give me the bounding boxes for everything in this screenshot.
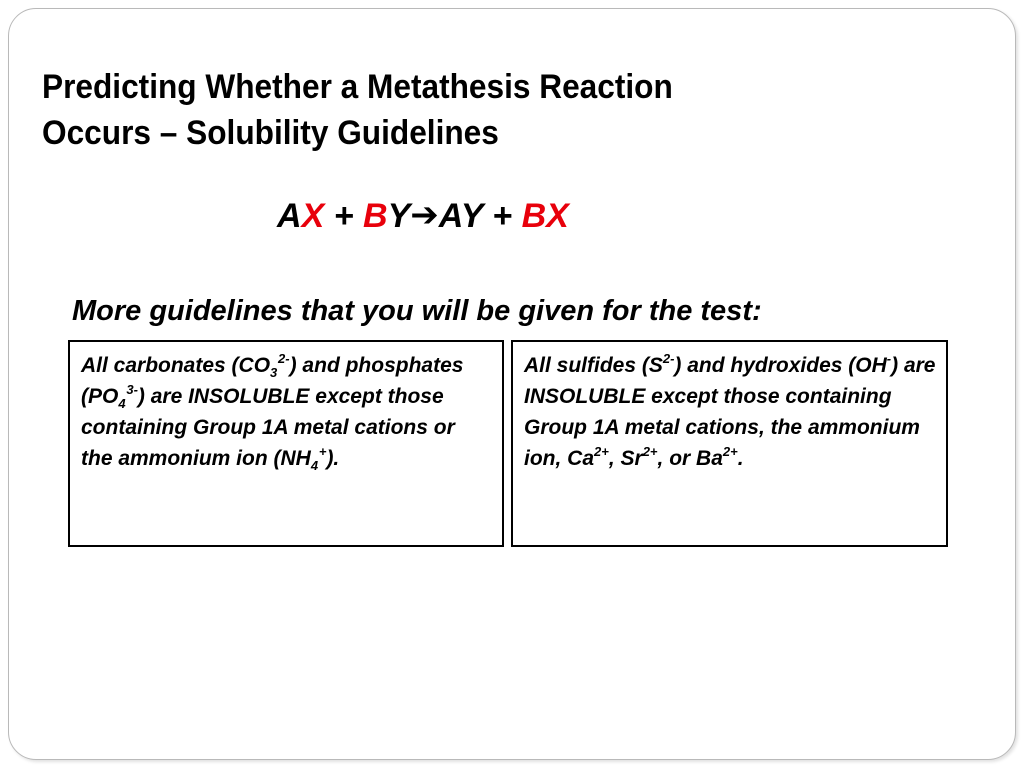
reaction-equation: [277, 194, 569, 238]
equation-y1: Y: [387, 197, 411, 235]
equation-ay: AY: [438, 197, 483, 235]
left-text-3: ) are INSOLUBLE except those containing Group 1A metal cations or the ammonium ion (NH: [81, 385, 455, 470]
equation-plus-2: +: [482, 197, 522, 235]
carbonates-phosphates-guideline-box: [68, 340, 504, 547]
ca-charge: 2+: [594, 444, 609, 459]
co3-subscript: 3: [270, 365, 278, 380]
po4-subscript: 4: [118, 396, 126, 411]
nh4-subscript: 4: [310, 458, 319, 473]
right-text-5: , or Ba: [657, 447, 723, 470]
sulfides-hydroxides-guideline-box: [511, 340, 948, 547]
left-text-1: All carbonates (CO: [81, 354, 271, 377]
po4-charge: 3-: [126, 382, 138, 397]
left-text-4: ).: [326, 447, 340, 470]
slide-title-line-2: Occurs – Solubility Guidelines: [42, 114, 499, 152]
nh4-charge: +: [318, 444, 327, 459]
right-arrow-icon: ➔: [410, 196, 439, 234]
slide-title: [42, 64, 879, 156]
oh-charge: -: [886, 351, 892, 366]
equation-x1: X: [301, 197, 325, 235]
guidelines-subtitle: More guidelines that you will be given for the test:: [72, 295, 762, 327]
s-charge: 2-: [662, 351, 675, 366]
right-text-4: , Sr: [608, 447, 643, 470]
equation-b1: B: [363, 197, 388, 235]
right-text-1: All sulfides (S: [524, 354, 663, 377]
sr-charge: 2+: [642, 444, 658, 459]
co3-charge: 2-: [278, 351, 290, 366]
right-text-6: .: [737, 447, 744, 470]
right-text-2: ) and hydroxides (OH: [674, 354, 887, 377]
ba-charge: 2+: [722, 444, 738, 459]
equation-plus-1: +: [324, 197, 363, 235]
slide-title-line-1: Predicting Whether a Metathesis Reaction: [42, 68, 673, 106]
left-text-2: ) and phosphates (PO: [81, 354, 464, 408]
equation-bx: BX: [521, 197, 569, 235]
equation-a1: A: [277, 197, 302, 235]
right-text-3: ) are INSOLUBLE except those containing Group 1A metal cations, the ammonium ion, Ca: [524, 354, 936, 470]
